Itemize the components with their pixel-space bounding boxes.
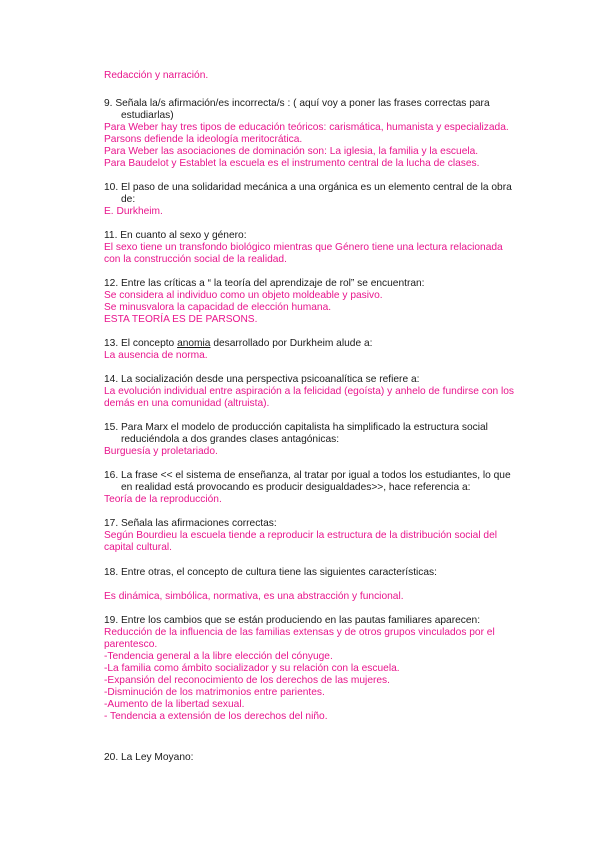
question-16: 16. La frase << el sistema de enseñanza, al tratar por igual a todos los estudiantes, lo que: [104, 470, 511, 481]
answer-11-1: El sexo tiene un transfondo biológico mientras que Género tiene una lectura relacionada: [104, 242, 503, 253]
answer-18: Es dinámica, simbólica, normativa, es una abstracción y funcional.: [104, 591, 404, 602]
answer-line: Redacción y narración.: [104, 70, 209, 81]
answer-10: E. Durkheim.: [104, 206, 163, 217]
answer-15: Burguesía y proletariado.: [104, 446, 218, 457]
answer-19-3: -Tendencia general a la libre elección del cónyuge.: [104, 651, 333, 662]
answer-9-2: Parsons defiende la ideología meritocrática.: [104, 134, 303, 145]
answer-12-1: Se considera al individuo como un objeto moldeable y pasivo.: [104, 290, 383, 301]
answer-19-6: -Disminución de los matrimonios entre parientes.: [104, 687, 325, 698]
question-9: 9. Señala la/s afirmación/es incorrecta/s : ( aquí voy a poner las frases correctas para: [104, 98, 490, 109]
answer-9-4: Para Baudelot y Establet la escuela es el instrumento central de la lucha de clases.: [104, 158, 480, 169]
answer-19-8: - Tendencia a extensión de los derechos del niño.: [104, 711, 328, 722]
answer-17-2: capital cultural.: [104, 542, 172, 553]
answer-13: La ausencia de norma.: [104, 350, 208, 361]
answer-9-3: Para Weber las asociaciones de dominación son: La iglesia, la familia y la escuela.: [104, 146, 479, 157]
question-19: 19. Entre los cambios que se están produciendo en las pautas familiares aparecen:: [104, 615, 481, 626]
answer-19-1: Reducción de la influencia de las familias extensas y de otros grupos vinculados por el: [104, 627, 495, 638]
question-15: 15. Para Marx el modelo de producción capitalista ha simplificado la estructura social: [104, 422, 488, 433]
answer-14-2: demás en una comunidad (altruista).: [104, 398, 270, 409]
question-10-cont: de:: [121, 194, 136, 205]
question-17: 17. Señala las afirmaciones correctas:: [104, 518, 277, 529]
answer-9-1: Para Weber hay tres tipos de educación teóricos: carismática, humanista y especializada.: [104, 122, 509, 133]
answer-19-7: -Aumento de la libertad sexual.: [104, 699, 245, 710]
answer-12-2: Se minusvalora la capacidad de elección humana.: [104, 302, 332, 313]
answer-19-2: parentesco.: [104, 639, 158, 650]
question-15-cont: reduciéndola a dos grandes clases antagónicas:: [121, 434, 340, 445]
question-20: 20. La Ley Moyano:: [104, 752, 194, 763]
question-12: 12. Entre las críticas a “ la teoría del aprendizaje de rol” se encuentran:: [104, 278, 425, 289]
answer-12-3: ESTA TEORÍA ES DE PARSONS.: [104, 314, 258, 325]
question-9-cont: estudiarlas): [121, 110, 174, 121]
answer-19-5: -Expansión del reconocimiento de los derechos de las mujeres.: [104, 675, 390, 686]
question-14: 14. La socialización desde una perspectiva psicoanalítica se refiere a:: [104, 374, 420, 385]
answer-16: Teoría de la reproducción.: [104, 494, 222, 505]
answer-14-1: La evolución individual entre aspiración a la felicidad (egoísta) y anhelo de fundirse con los: [104, 386, 515, 397]
answer-11-2: con la construcción social de la realidad.: [104, 254, 287, 265]
question-11: 11. En cuanto al sexo y género:: [104, 230, 247, 241]
question-13-pre: 13. El concepto: [104, 338, 178, 349]
question-16-cont: en realidad está provocando es producir desigualdades>>, hace referencia a:: [121, 482, 471, 493]
question-10: 10. El paso de una solidaridad mecánica a una orgánica es un elemento central de la obra: [104, 182, 512, 193]
question-13-post: desarrollado por Durkheim alude a:: [210, 338, 373, 349]
question-18: 18. Entre otras, el concepto de cultura tiene las siguientes características:: [104, 567, 437, 578]
answer-17-1: Según Bourdieu la escuela tiende a reproducir la estructura de la distribución social del: [104, 530, 498, 541]
answer-19-4: -La familia como ámbito socializador y su relación con la escuela.: [104, 663, 400, 674]
anomia-term: anomia: [177, 338, 211, 349]
